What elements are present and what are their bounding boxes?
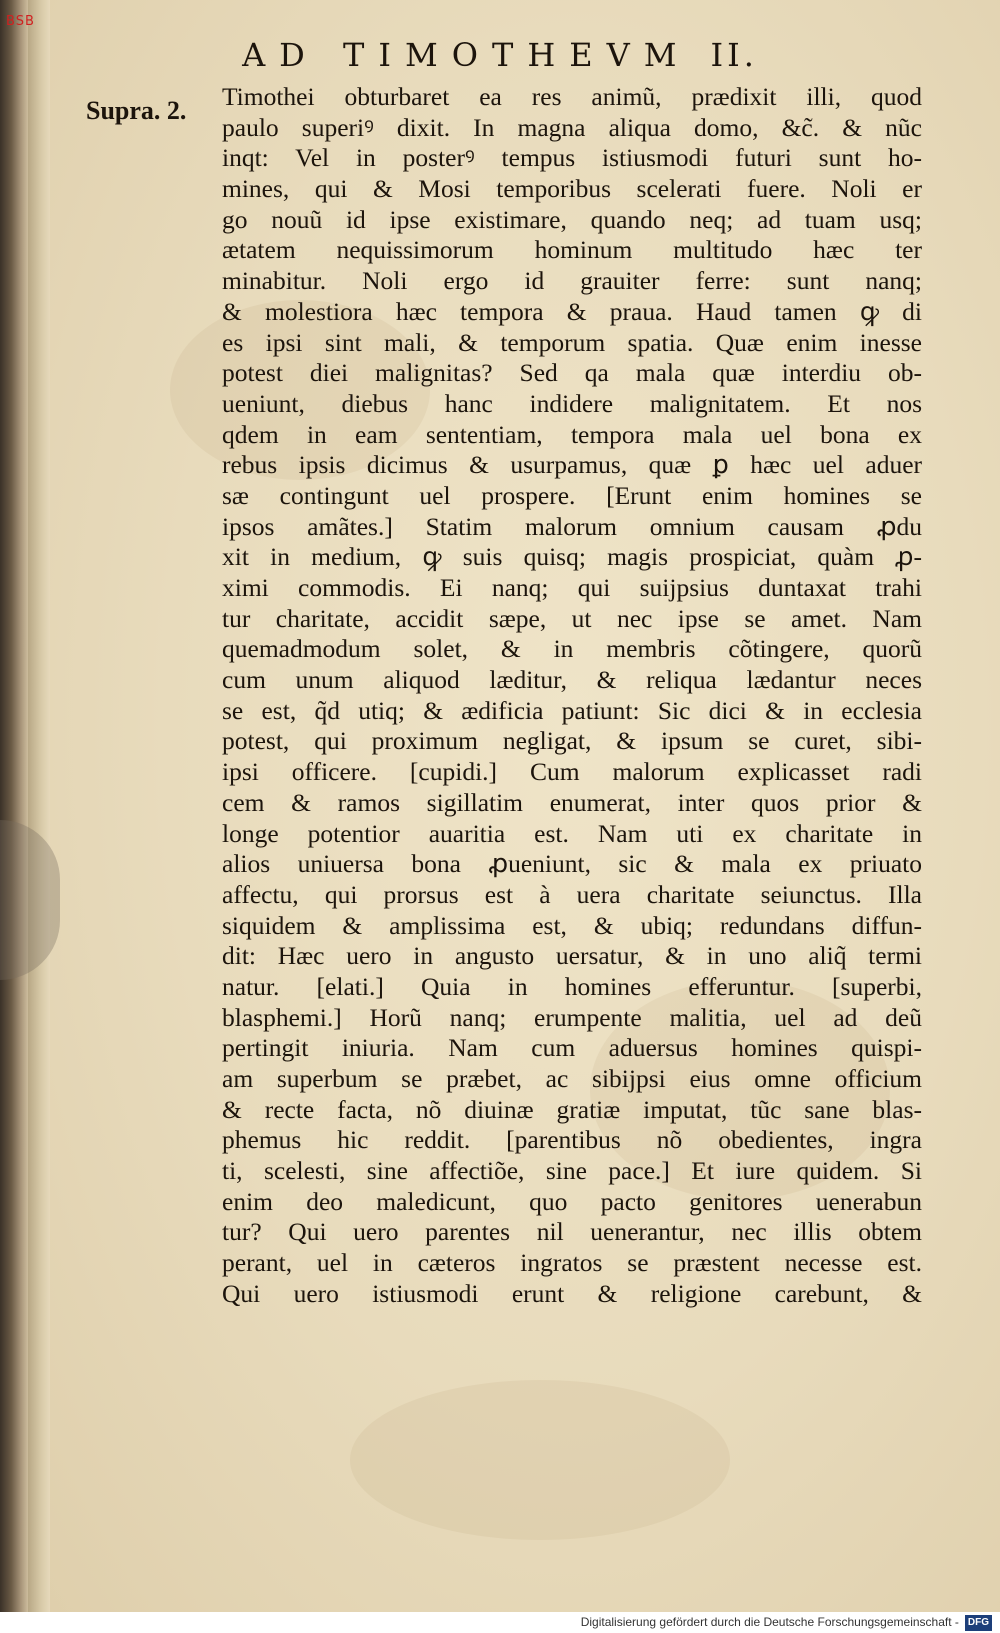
text-line: phemus hic reddit. [parentibus nõ obedientes, ingra xyxy=(222,1125,922,1155)
text-line: paulo superiꝰ dixit. In magna aliqua domo, &c̃. & nũc xyxy=(222,112,922,142)
text-line: cum unum aliquod læditur, & reliqua lædantur neces xyxy=(222,665,922,695)
book-binding-edge xyxy=(0,0,28,1612)
text-line: qdem in eam sententiam, tempora mala uel bona ex xyxy=(222,419,922,449)
text-line: am superbum se præbet, ac sibijpsi eius omne officium xyxy=(222,1064,922,1093)
running-head xyxy=(0,36,1000,74)
page-gutter xyxy=(28,0,50,1612)
running-head-number: II. xyxy=(710,36,758,74)
text-line: ximi commodis. Ei nanq; qui suijpsius duntaxat trahi xyxy=(222,573,922,602)
text-line: ipsos amãtes.] Statim malorum omnium causam ꝓdu xyxy=(222,511,922,541)
text-line: cem & ramos sigillatim enumerat, inter quos prior & xyxy=(222,787,922,817)
text-line: go nouũ id ipse existimare, quando neq; ad tuam usq; xyxy=(222,204,922,234)
text-line: longe potentior auaritia est. Nam uti ex charitate in xyxy=(222,818,922,848)
text-line: ueniunt, diebus hanc indidere malignitatem. Et nos xyxy=(222,388,922,418)
text-line: & recte facta, nõ diuinæ gratiæ imputat, tũc sane blas- xyxy=(222,1094,922,1124)
text-line: inqt: Vel in posterꝰ tempus istiusmodi futuri sunt ho- xyxy=(222,143,922,173)
text-line: siquidem & amplissima est, & ubiq; redundans diffun- xyxy=(222,910,922,940)
text-line: affectu, qui prorsus est à uera charitate seiunctus. Illa xyxy=(222,879,922,909)
text-line: tur charitate, accidit sæpe, ut nec ipse se amet. Nam xyxy=(222,603,922,633)
text-line: Qui uero istiusmodi erunt & religione carebunt, & xyxy=(222,1278,922,1308)
funding-credit: Digitalisierung gefördert durch die Deutsche Forschungsgemeinschaft - xyxy=(580,1615,959,1629)
text-line: perant, uel in cæteros ingratos se præstent necesse est. xyxy=(222,1248,922,1278)
text-line: ti, scelesti, sine affectiõe, sine pace.] Et iure quidem. Si xyxy=(222,1156,922,1186)
paper-stain xyxy=(350,1380,730,1540)
text-line: enim deo maledicunt, quo pacto genitores uenerabun xyxy=(222,1186,922,1216)
text-line: & molestiora hæc tempora & praua. Haud tamen ꝙ di xyxy=(222,296,922,326)
text-line: dit: Hæc uero in angusto uersatur, & in uno aliq̃ termi xyxy=(222,941,922,971)
text-line: alios uniuersa bona ꝓueniunt, sic & mala ex priuato xyxy=(222,849,922,879)
text-line: xit in medium, ꝙ suis quisq; magis prospiciat, quàm ꝓ- xyxy=(222,542,922,572)
digitization-footer xyxy=(0,1612,1000,1633)
text-line: quemadmodum solet, & in membris cõtingere, quorũ xyxy=(222,634,922,664)
text-line: es ipsi sint mali, & temporum spatia. Quæ enim inesse xyxy=(222,327,922,357)
text-line: blasphemi.] Horũ nanq; erumpente malitia, uel ad deũ xyxy=(222,1002,922,1032)
margin-note: Supra. 2. xyxy=(86,96,187,125)
text-line: potest diei malignitas? Sed qa mala quæ interdiu ob- xyxy=(222,358,922,388)
text-line: sæ contingunt uel prospere. [Erunt enim homines se xyxy=(222,480,922,510)
text-line: mines, qui & Mosi temporibus scelerati fuere. Noli er xyxy=(222,174,922,204)
text-line: minabitur. Noli ergo id grauiter ferre: sunt nanq; xyxy=(222,266,922,296)
body-text xyxy=(222,82,922,1310)
text-line: natur. [elati.] Quia in homines efferuntur. [superbi, xyxy=(222,971,922,1001)
text-line: Timothei obturbaret ea res animũ, prædixit illi, quod xyxy=(222,82,922,111)
text-line: potest, qui proximum negligat, & ipsum se curet, sibi- xyxy=(222,726,922,756)
text-line: se est, q̃d utiq; & ædificia patiunt: Sic dici & in ecclesia xyxy=(222,695,922,725)
library-stamp: BSB xyxy=(6,14,35,29)
text-line: ipsi officere. [cupidi.] Cum malorum explicasset radi xyxy=(222,757,922,787)
text-line: tur? Qui uero parentes nil uenerantur, nec illis obtem xyxy=(222,1217,922,1247)
text-line: ætatem nequissimorum hominum multitudo hæc ter xyxy=(222,235,922,265)
dfg-logo: DFG xyxy=(965,1615,992,1631)
text-line: rebus ipsis dicimus & usurpamus, quæ ꝑ hæc uel aduer xyxy=(222,450,922,480)
text-line: pertingit iniuria. Nam cum aduersus homines quispi- xyxy=(222,1033,922,1063)
running-head-title: AD TIMOTHEVM xyxy=(242,36,691,74)
